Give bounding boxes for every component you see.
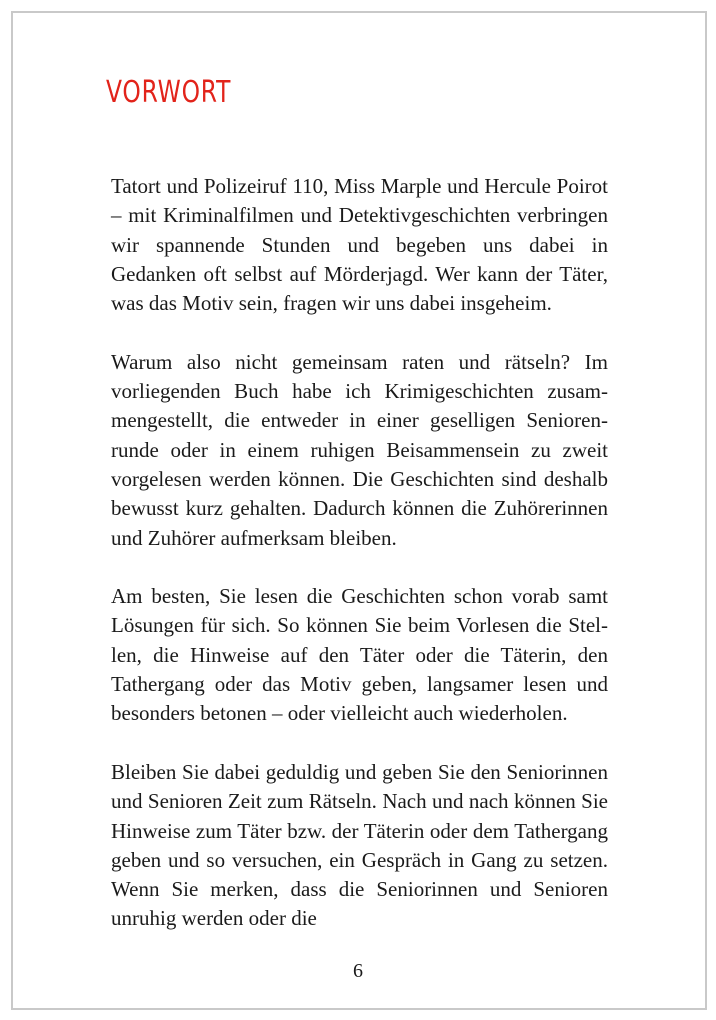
- paragraph-2: Warum also nicht gemeinsam raten und rätseln? Im vorliegenden Buch habe ich Krimigeschichten zusammengestellt, die entweder in einer geselligen Seniorenrunde oder in einem ruhigen Beisammensein zu zweit vorgelesen werden können. Die Geschichten sind deshalb bewusst kurz gehalten. Dadurch können die Zuhörerinnen und Zuhörer aufmerksam bleiben.: [111, 349, 608, 550]
- paragraph-1: Tatort und Polizeiruf 110, Miss Marple und Hercule Poirot – mit Kriminalfilmen und Detektivgeschichten verbringen wir spannende Stunden und begeben uns dabei in Gedanken oft selbst auf Mörderjagd. Wer kann der Täter, was das Motiv sein, fragen wir uns dabei insgeheim.: [111, 174, 608, 316]
- paragraph-3: Am besten, Sie lesen die Geschichten schon vorab samt Lösungen für sich. So können Sie beim Vorlesen die Stellen, die Hinweise auf den Täter oder die Täterin, den Tathergang oder das Motiv geben, langsamer lesen und besonders betonen – oder vielleicht auch wiederholen.: [111, 584, 608, 726]
- paragraph-4: Bleiben Sie dabei geduldig und geben Sie den Seniorinnen und Senioren Zeit zum Rätseln. Nach und nach können Sie Hinweise zum Täter bzw. der Täterin oder dem Tathergang geben und so versuchen, ein Gespräch in Gang zu setzen. Wenn Sie merken, dass die Seniorinnen und Senioren unruhig werden oder die: [111, 759, 608, 931]
- chapter-heading: VORWORT: [106, 75, 232, 110]
- body-text: [111, 172, 608, 963]
- page-number: 6: [353, 960, 363, 982]
